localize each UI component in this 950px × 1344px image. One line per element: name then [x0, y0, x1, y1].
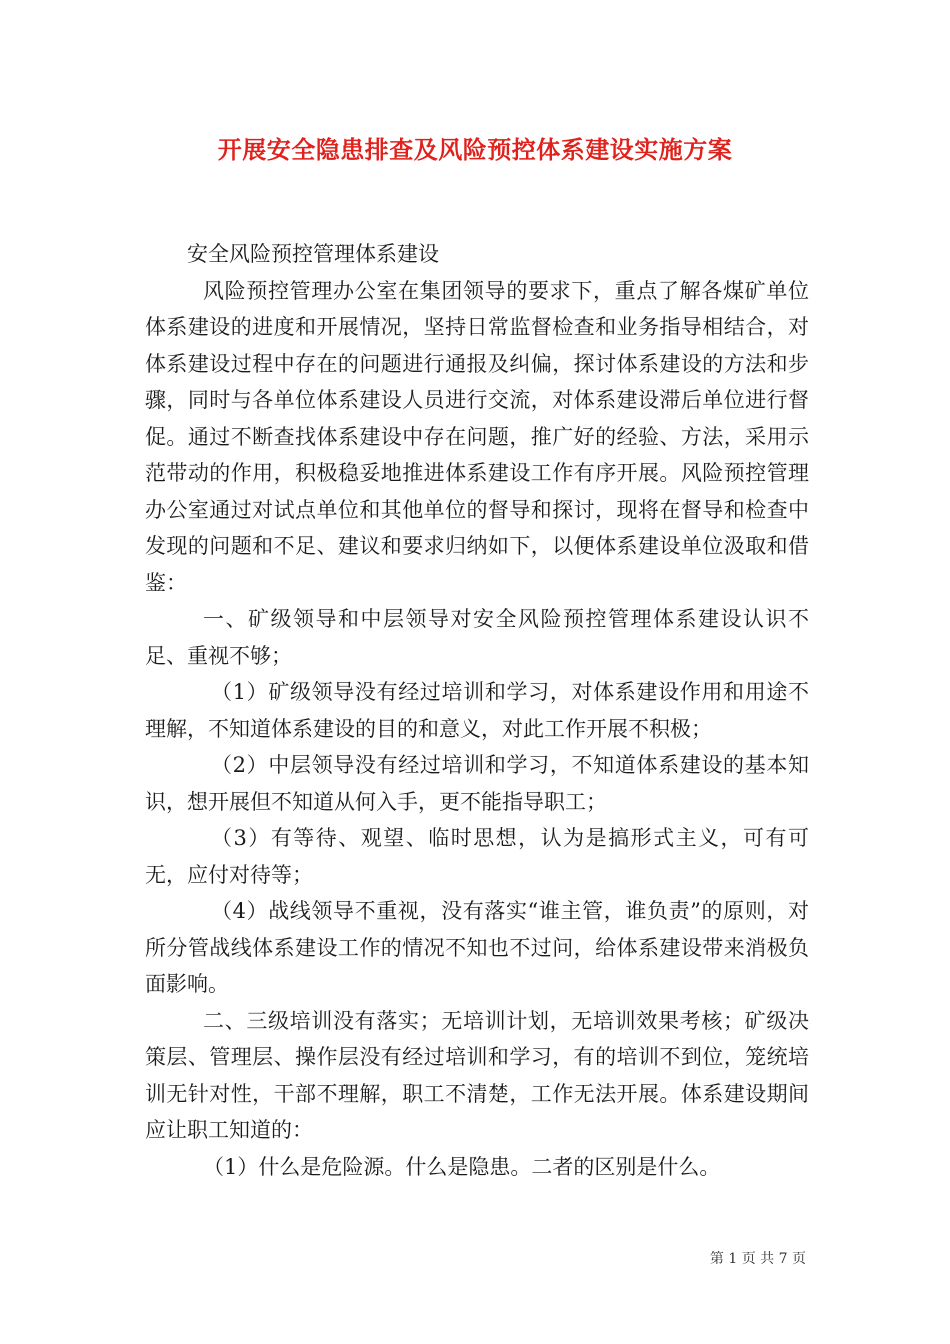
list-item: （3）有等待、观望、临时思想，认为是搞形式主义，可有可无，应付对待等； — [145, 826, 809, 887]
document-title: 开展安全隐患排查及风险预控体系建设实施方案 — [217, 135, 733, 164]
document-body — [145, 236, 809, 1185]
list-item: （1）什么是危险源。什么是隐患。二者的区别是什么。 — [203, 1154, 721, 1179]
list-item: （1）矿级领导没有经过培训和学习，对体系建设作用和用途不理解，不知道体系建设的目的和意义，对此工作开展不积极； — [145, 680, 809, 741]
page-number: 第 1 页 共 7 页 — [709, 1251, 806, 1267]
paragraph: 风险预控管理办公室在集团领导的要求下，重点了解各煤矿单位体系建设的进度和开展情况，坚持日常监督检查和业务指导相结合，对体系建设过程中存在的问题进行通报及纠偏，探讨体系建设的方法和步骤，同时与各单位体系建设人员进行交流，对体系建设滞后单位进行督促。通过不断查找体系建设中存在问题，推广好的经验、方法，采用示范带动的作用，积极稳妥地推进体系建设工作有序开展。风险预控管理办公室通过对试点单位和其他单位的督导和探讨，现将在督导和检查中发现的问题和不足、建议和要求归纳如下，以便体系建设单位汲取和借鉴： — [145, 278, 809, 595]
paragraph: 二、三级培训没有落实；无培训计划，无培训效果考核；矿级决策层、管理层、操作层没有经过培训和学习，有的培训不到位，笼统培训无针对性，干部不理解，职工不清楚，工作无法开展。体系建设期间应让职工知道的： — [145, 1008, 809, 1142]
paragraph: 一、矿级领导和中层领导对安全风险预控管理体系建设认识不足、重视不够； — [145, 607, 809, 668]
sub-heading: 安全风险预控管理体系建设 — [187, 242, 439, 266]
list-item: （4）战线领导不重视，没有落实“谁主管，谁负责”的原则，对所分管战线体系建设工作的情况不知也不过问，给体系建设带来消极负面影响。 — [145, 899, 809, 996]
list-item: （2）中层领导没有经过培训和学习，不知道体系建设的基本知识，想开展但不知道从何入手，更不能指导职工； — [145, 753, 809, 814]
